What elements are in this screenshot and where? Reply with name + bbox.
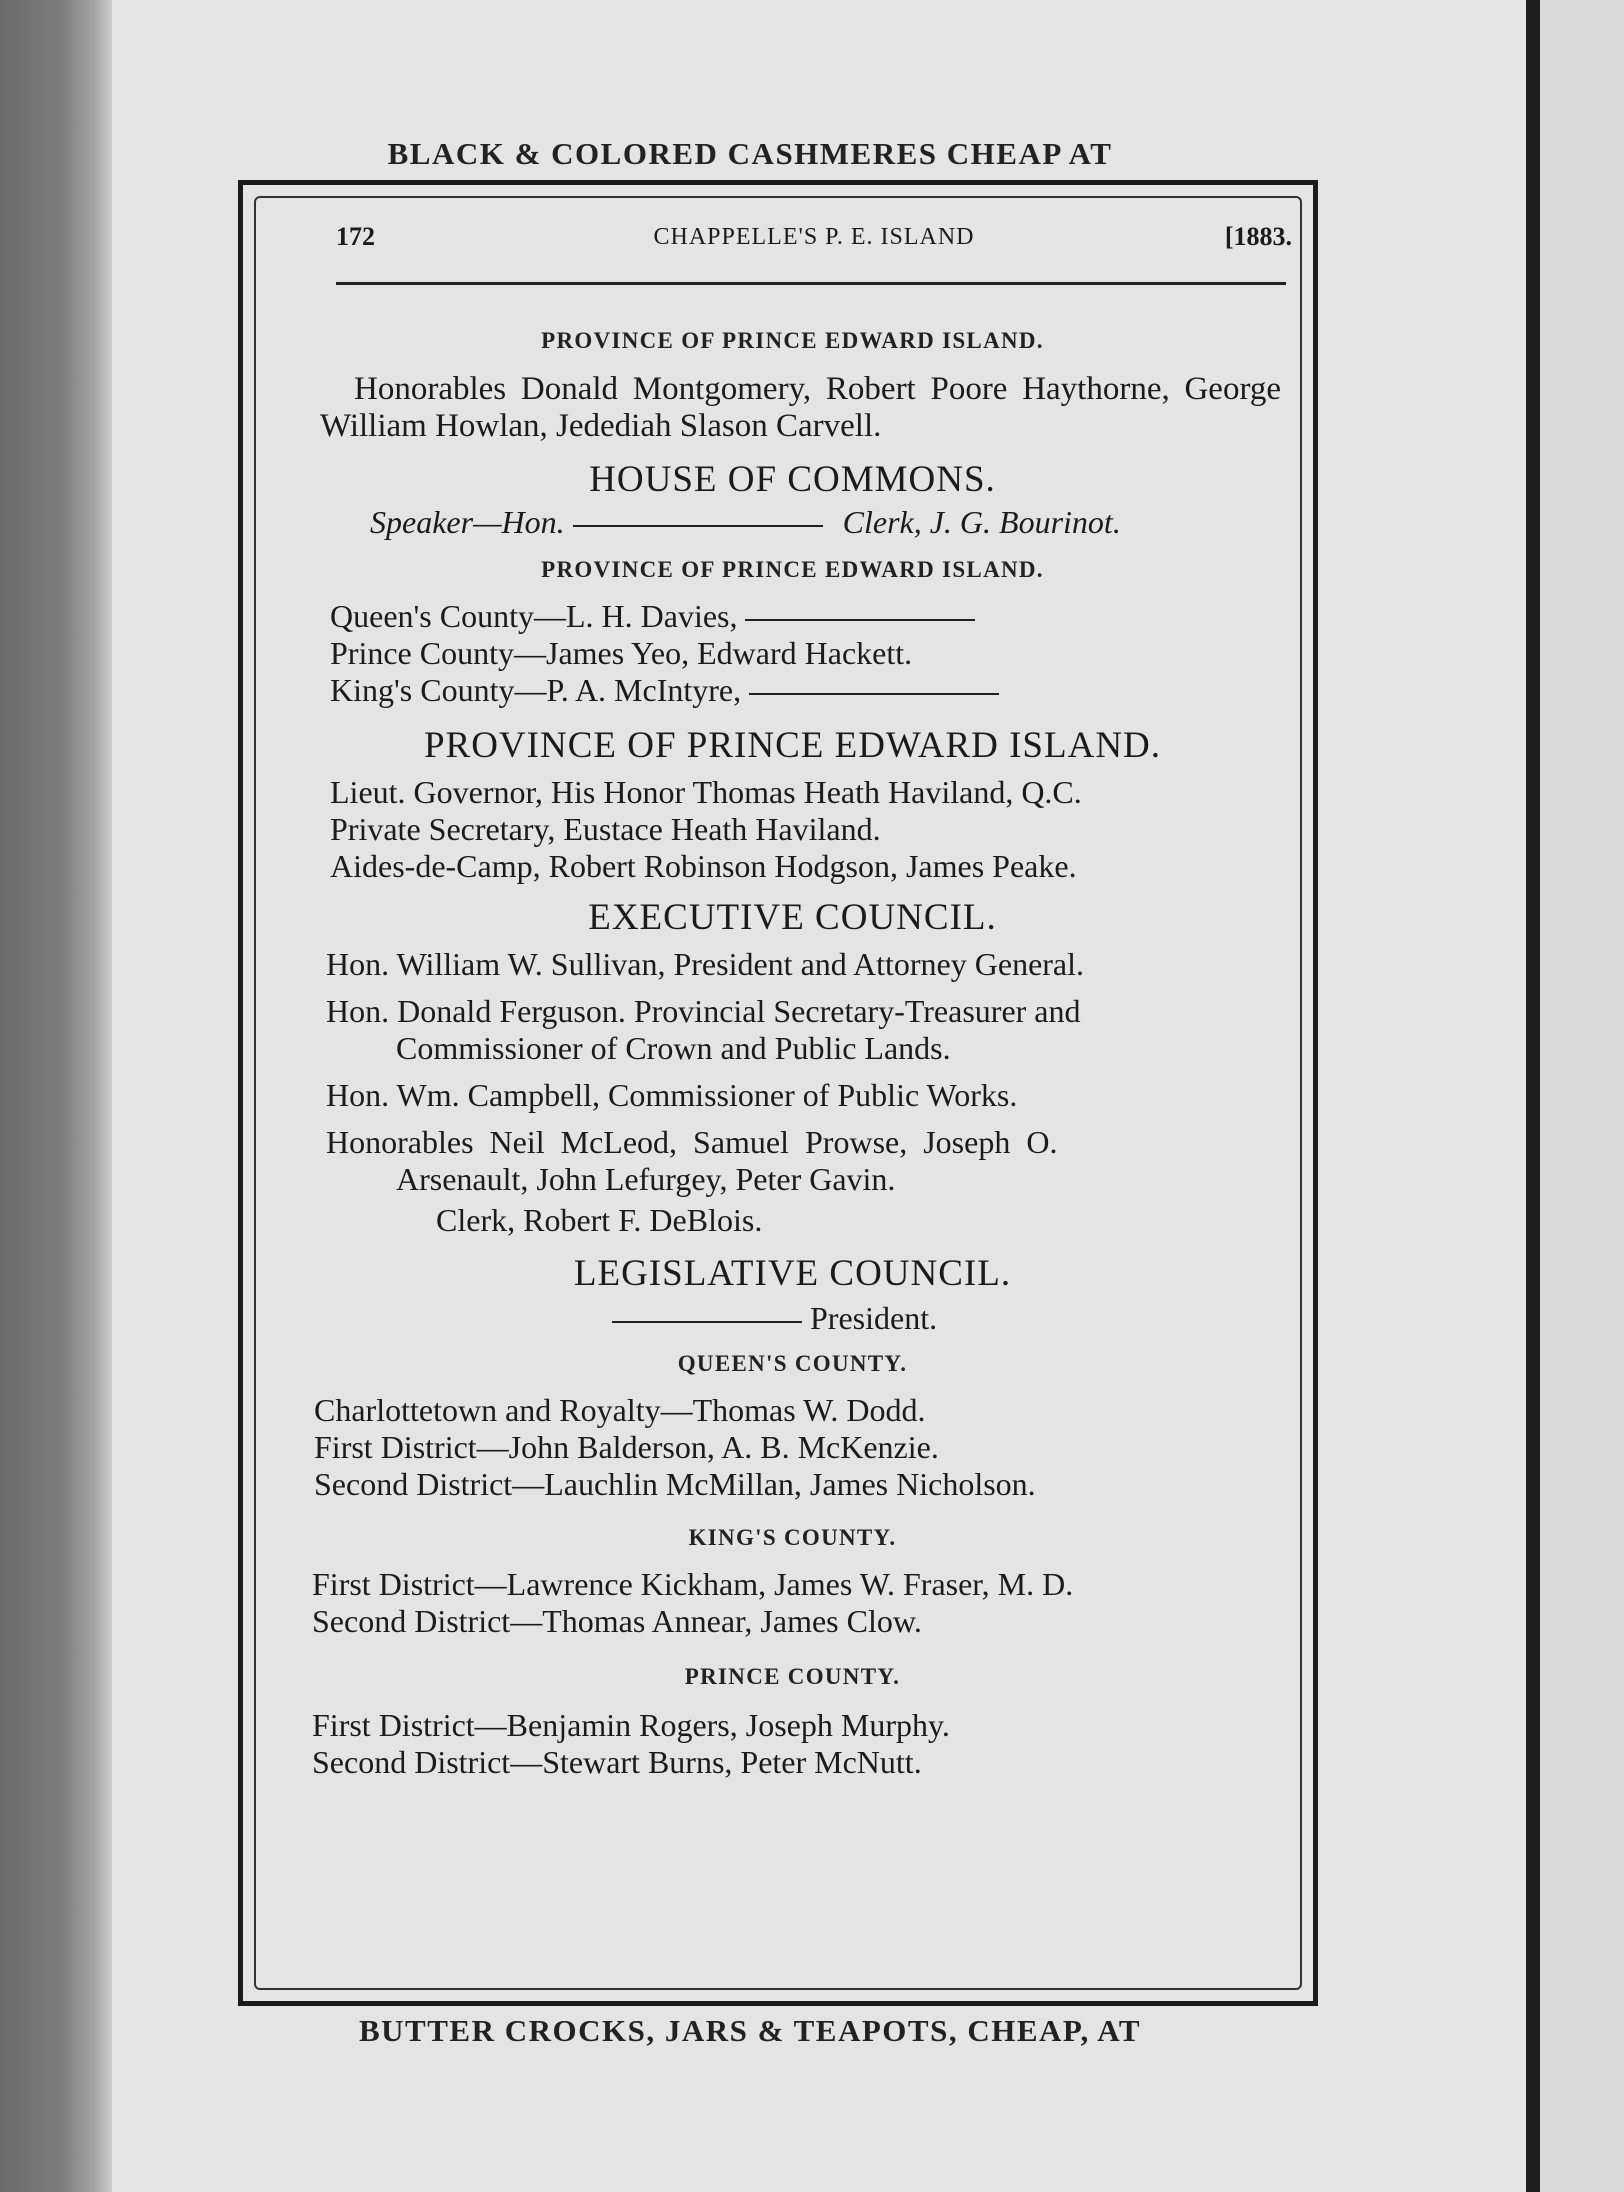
next-page-edge — [1526, 0, 1540, 2192]
list-item: Hon. Wm. Campbell, Commissioner of Public Works. — [326, 1077, 1018, 1113]
running-title: CHAPPELLE'S P. E. ISLAND — [653, 224, 975, 250]
list-item: Aides-de-Camp, Robert Robinson Hodgson, James Peake. — [330, 848, 1077, 884]
book-gutter-shadow — [0, 0, 112, 2192]
legislative-heading: LEGISLATIVE COUNCIL. — [573, 1253, 1012, 1294]
executive-clerk: Clerk, Robert F. DeBlois. — [436, 1202, 763, 1238]
list-item: Hon. Donald Ferguson. Provincial Secretary-Treasurer and — [326, 993, 1081, 1029]
list-item: Honorables Neil McLeod, Samuel Prowse, Joseph O. — [326, 1124, 1058, 1160]
blank-line — [745, 619, 975, 621]
blank-line — [749, 693, 999, 695]
list-item-continued: Commissioner of Crown and Public Lands. — [396, 1030, 951, 1066]
list-item: Second District—Stewart Burns, Peter McNutt. — [312, 1744, 922, 1780]
header-rule — [336, 282, 1286, 285]
list-item: Lieut. Governor, His Honor Thomas Heath Haviland, Q.C. — [330, 774, 1082, 810]
speaker-label: Speaker—Hon. — [370, 504, 565, 540]
list-item: Hon. William W. Sullivan, President and Attorney General. — [326, 946, 1085, 982]
commons-heading: HOUSE OF COMMONS. — [589, 459, 996, 500]
page-body — [300, 318, 1285, 1781]
senate-heading: PROVINCE OF PRINCE EDWARD ISLAND. — [541, 328, 1044, 353]
commons-members — [300, 598, 1285, 709]
list-item: Second District—Thomas Annear, James Clow. — [312, 1603, 922, 1639]
blank-line — [612, 1321, 802, 1323]
list-item-continued: Arsenault, John Lefurgey, Peter Gavin. — [396, 1161, 896, 1197]
list-item: Charlottetown and Royalty—Thomas W. Dodd. — [314, 1392, 926, 1428]
clerk-label: Clerk, J. G. Bourinot. — [842, 504, 1121, 540]
list-item: King's County—P. A. McIntyre, — [330, 672, 1285, 709]
prince-county-heading: PRINCE COUNTY. — [684, 1664, 901, 1689]
province-heading: PROVINCE OF PRINCE EDWARD ISLAND. — [423, 725, 1162, 766]
kings-county-members — [300, 1566, 1285, 1640]
prince-county-members — [300, 1707, 1285, 1781]
running-head — [336, 222, 1292, 262]
advertisement-bottom: BUTTER CROCKS, JARS & TEAPOTS, CHEAP, AT — [358, 2013, 1142, 2048]
list-item: First District—Benjamin Rogers, Joseph Murphy. — [312, 1707, 950, 1743]
list-item: Prince County—James Yeo, Edward Hackett. — [330, 635, 913, 671]
page-number: 172 — [336, 222, 375, 251]
list-item: Queen's County—L. H. Davies, — [330, 598, 1285, 635]
list-item: First District—Lawrence Kickham, James W. Fraser, M. D. — [312, 1566, 1074, 1602]
advertisement-top: BLACK & COLORED CASHMERES CHEAP AT — [387, 136, 1113, 171]
list-item: First District—John Balderson, A. B. McKenzie. — [314, 1429, 939, 1465]
executive-members — [300, 946, 1285, 1239]
queens-county-members — [300, 1392, 1285, 1503]
commons-subheading: PROVINCE OF PRINCE EDWARD ISLAND. — [541, 557, 1044, 582]
province-officers — [300, 774, 1285, 885]
next-page-strip — [1540, 0, 1624, 2192]
senate-members: Honorables Donald Montgomery, Robert Poore Haythorne, George William Howlan, Jedediah Slason Carvell. — [320, 371, 1281, 444]
executive-heading: EXECUTIVE COUNCIL. — [588, 897, 997, 938]
list-item: Private Secretary, Eustace Heath Haviland. — [330, 811, 881, 847]
running-year: [1883. — [1224, 222, 1292, 251]
legislative-president: President. — [300, 1300, 1285, 1337]
commons-officers — [300, 504, 1285, 541]
speaker-blank — [573, 525, 823, 527]
kings-county-heading: KING'S COUNTY. — [688, 1525, 897, 1550]
queens-county-heading: QUEEN'S COUNTY. — [677, 1351, 908, 1376]
list-item: Second District—Lauchlin McMillan, James Nicholson. — [314, 1466, 1036, 1502]
